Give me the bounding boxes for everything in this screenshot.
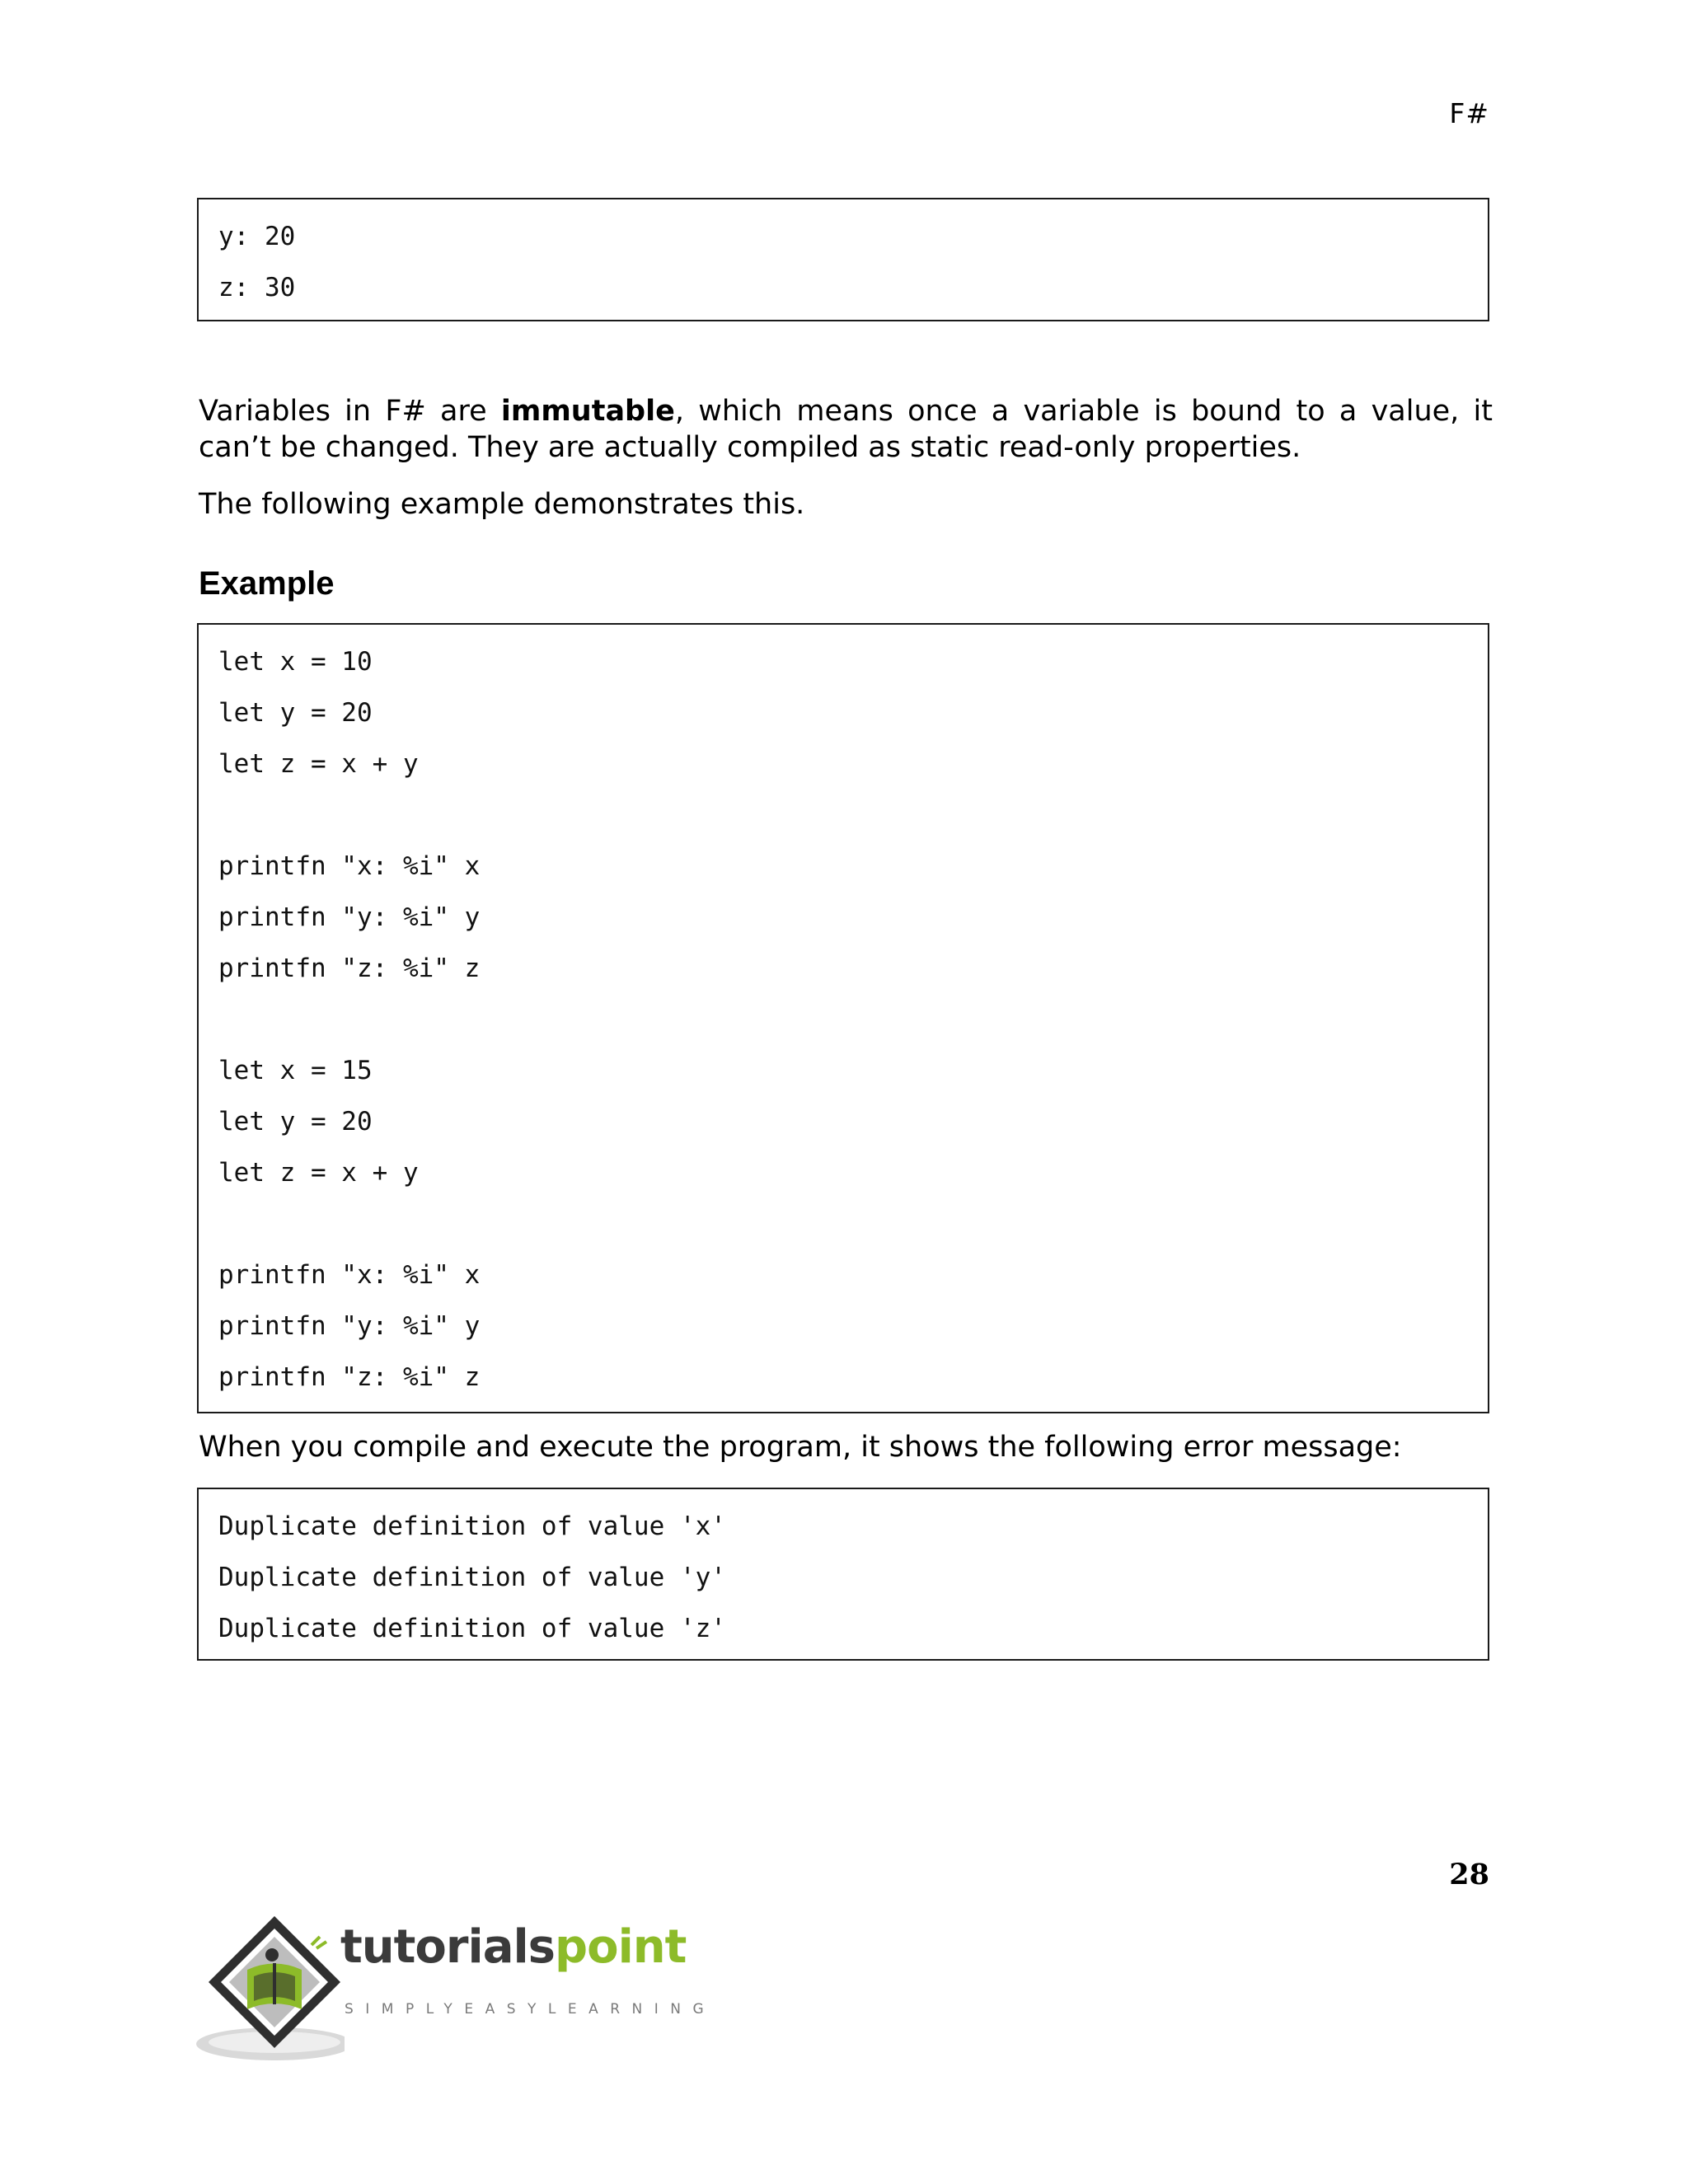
- paragraph-compile: When you compile and execute the program, it shows the following error message:: [199, 1431, 1402, 1464]
- paragraph-immutable: [199, 393, 1493, 466]
- code-line: z: 30: [218, 273, 296, 302]
- code-line: [218, 790, 1488, 841]
- code-line: Duplicate definition of value 'x': [218, 1511, 726, 1541]
- output-box-top: [197, 198, 1489, 321]
- header-title: F#: [1449, 97, 1489, 129]
- code-line: [218, 1198, 1488, 1249]
- code-line: printfn "x: %i" x: [218, 851, 481, 881]
- error-output-box: [197, 1488, 1489, 1661]
- code-line: y: 20: [218, 222, 296, 251]
- logo-tagline: SIMPLYEASYLEARNING: [345, 2001, 716, 2018]
- logo-word-tutorials: tutorials: [340, 1920, 556, 1974]
- logo-word-point: point: [555, 1920, 687, 1974]
- code-line: printfn "z: %i" z: [218, 1362, 481, 1392]
- section-heading: Example: [199, 565, 335, 602]
- code-line: let x = 10: [218, 647, 373, 677]
- code-line: printfn "y: %i" y: [218, 902, 481, 932]
- code-line: Duplicate definition of value 'y': [218, 1563, 726, 1592]
- code-line: let y = 20: [218, 1107, 373, 1137]
- code-line: let z = x + y: [218, 749, 419, 779]
- code-line: Duplicate definition of value 'z': [218, 1614, 726, 1643]
- page-number: 28: [1449, 1858, 1489, 1891]
- code-line: printfn "x: %i" x: [218, 1260, 481, 1290]
- paragraph-demo: The following example demonstrates this.: [199, 488, 805, 521]
- example-code-box: [197, 623, 1489, 1413]
- code-line: printfn "z: %i" z: [218, 954, 481, 983]
- tutorialspoint-logo: [196, 1912, 716, 2064]
- paragraph-text: , which means once a variable is bound to a value, it can’t be changed. They are actually compiled as static read-only properties.: [199, 395, 1493, 464]
- code-line: [218, 994, 1488, 1045]
- logo-emblem-icon: [196, 1912, 345, 2064]
- logo-wordmark: [340, 1919, 686, 1976]
- code-line: let y = 20: [218, 698, 373, 728]
- code-line: let z = x + y: [218, 1158, 419, 1188]
- paragraph-text: Variables in F# are: [199, 395, 501, 428]
- code-line: let x = 15: [218, 1056, 373, 1085]
- bold-term: immutable: [500, 395, 675, 428]
- code-line: printfn "y: %i" y: [218, 1311, 481, 1341]
